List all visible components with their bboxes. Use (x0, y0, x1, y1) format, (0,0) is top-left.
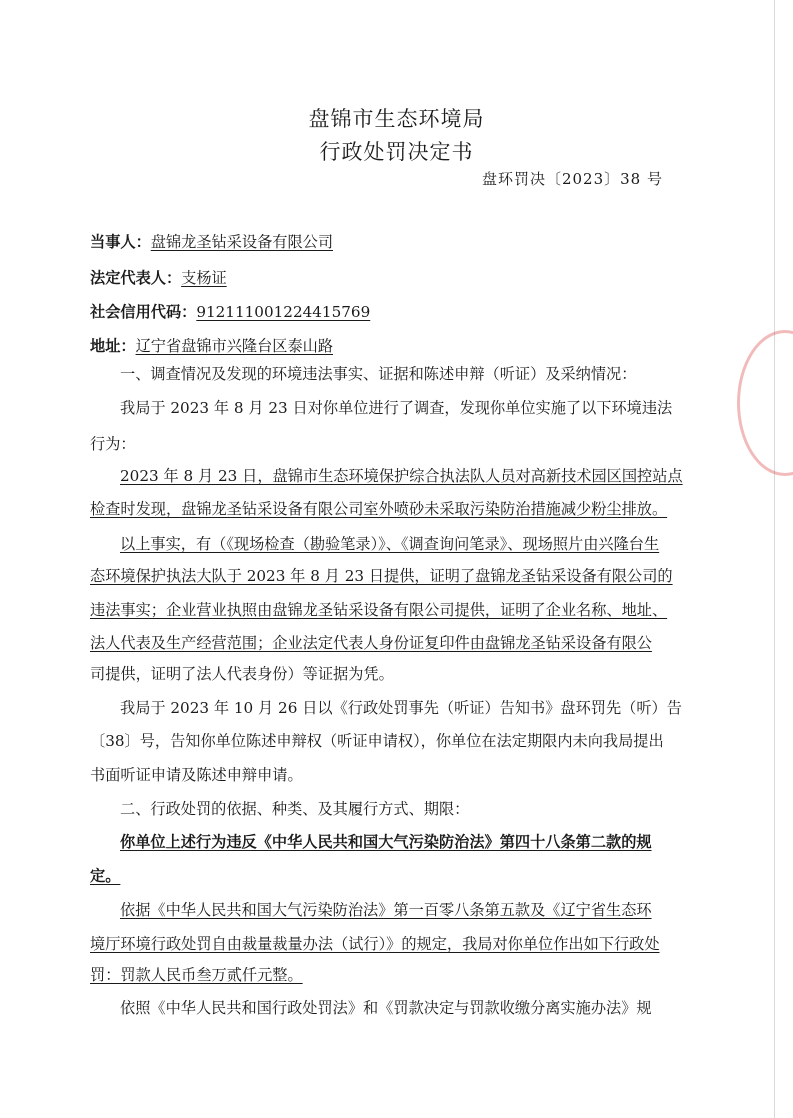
body-line: 我局于 2023 年 8 月 23 日对你单位进行了调查，发现你单位实施了以下环境违法 (120, 399, 673, 417)
party-name-label: 当事人： (90, 233, 151, 251)
page-edge (774, 0, 775, 1118)
red-seal-stamp (737, 330, 793, 476)
body-line: 检查时发现，盘锦龙圣钻采设备有限公司室外喷砂未采取污染防治措施减少粉尘排放。 (90, 500, 668, 518)
body-line: 依照《中华人民共和国行政处罚法》和《罚款决定与罚款收缴分离实施办法》规 (120, 999, 652, 1017)
address-value: 辽宁省盘锦市兴隆台区泰山路 (135, 337, 333, 355)
document-number: 盘环罚决〔2023〕38 号 (481, 170, 663, 188)
body-line: 你单位上述行为违反《中华人民共和国大气污染防治法》第四十八条第二款的规 (120, 833, 652, 851)
body-line: 态环境保护执法大队于 2023 年 8 月 23 日提供，证明了盘锦龙圣钻采设备有限公司的 (90, 567, 673, 585)
body-line: 依据《中华人民共和国大气污染防治法》第一百零八条第五款及《辽宁省生态环 (120, 901, 652, 919)
section-heading: 一、调查情况及发现的环境违法事实、证据和陈述申辩（听证）及采纳情况： (120, 365, 637, 383)
body-line: 〔38〕号，告知你单位陈述申辩权（听证申请权），你单位在法定期限内未向我局提出 (90, 732, 664, 750)
legal-rep-row (90, 268, 227, 288)
credit-code-row (90, 302, 370, 322)
body-line: 司提供，证明了法人代表身份）等证据为凭。 (90, 665, 394, 683)
body-line: 2023 年 8 月 23 日，盘锦市生态环境保护综合执法队人员对高新技术园区国控站点 (120, 467, 683, 485)
body-line: 违法事实；企业营业执照由盘锦龙圣钻采设备有限公司提供，证明了企业名称、地址、 (90, 601, 668, 619)
document-title: 行政处罚决定书 (319, 140, 474, 164)
section-heading: 二、行政处罚的依据、种类、及其履行方式、期限： (120, 800, 470, 818)
address-label: 地址： (90, 337, 136, 355)
body-line: 以上事实，有（《现场检查（勘验笔录）》、《调查询问笔录》、现场照片由兴隆台生 (120, 535, 660, 553)
body-line: 书面听证申请及陈述申辩申请。 (90, 766, 303, 784)
body-line: 罚：罚款人民币叁万贰仟元整。 (90, 966, 303, 984)
legal-rep-label: 法定代表人： (90, 269, 182, 287)
legal-rep-value: 支杨证 (181, 269, 227, 287)
party-name-value: 盘锦龙圣钻采设备有限公司 (150, 233, 333, 251)
body-line: 行为： (90, 435, 136, 453)
body-line: 定。 (90, 867, 121, 885)
credit-code-value: 912111001224415769 (196, 303, 371, 321)
credit-code-label: 社会信用代码： (90, 303, 197, 321)
party-name-row (90, 232, 333, 252)
body-line: 法人代表及生产经营范围；企业法定代表人身份证复印件由盘锦龙圣钻采设备有限公 (90, 634, 652, 652)
body-line: 我局于 2023 年 10 月 26 日以《行政处罚事先（听证）告知书》盘环罚先（听）告 (120, 699, 682, 717)
issuing-organization: 盘锦市生态环境局 (308, 107, 485, 131)
body-line: 境厅环境行政处罚自由裁量裁量办法（试行）》的规定，我局对你单位作出如下行政处 (90, 935, 660, 953)
address-row (90, 336, 333, 356)
